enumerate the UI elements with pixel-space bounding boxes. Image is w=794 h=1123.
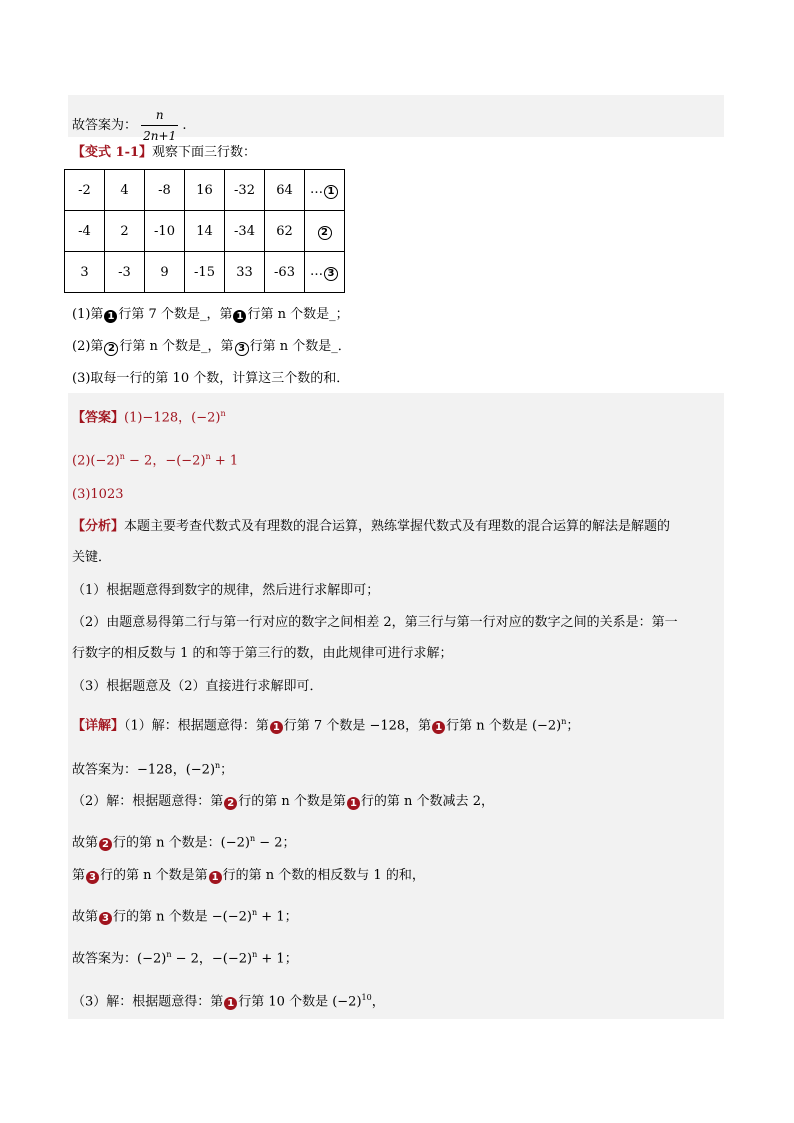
table-row [65,211,345,252]
circled-1-icon: 1 [432,721,445,734]
detail-4-exponent: n [249,834,256,843]
answer-2: (2)(−2) [72,453,120,469]
analysis-tag: 【分析】 [72,519,125,534]
table-cell: -3 [105,252,145,293]
circled-3-icon: 3 [324,267,338,281]
detail-2-tail: ； [220,762,234,778]
circled-2-icon: 2 [104,342,118,356]
circled-1-icon: 1 [324,185,338,199]
number-table [64,169,345,293]
detail-6-tail: + 1； [257,909,298,925]
table-cell: 4 [105,170,145,211]
detail-8-exponent: 10 [361,993,372,1002]
variant-heading [72,143,256,163]
circled-1-icon: 1 [347,797,360,810]
answer-2-exponent-2: n [205,452,211,461]
table-cell [305,170,345,211]
detail-7-exponent-2: n [252,950,258,959]
analysis-line-4: （2）由题意易得第二行与第一行对应的数字之间相差 2，第三行与第一行对应的数字之间的关系是：第一 [72,615,678,630]
detail-5b: 行的第 n 个数是第 [100,868,208,883]
detail-4-tail: − 2； [255,835,296,851]
detail-line-3 [72,792,494,812]
detail-5c: 行的第 n 个数的相反数与 1 的和， [222,868,425,883]
circled-1-icon: 1 [224,997,237,1010]
fraction-numerator: n [141,105,178,126]
question-3: (3)取每一行的第 10 个数，计算这三个数的和． [72,371,350,386]
detail-1b: 行第 7 个数是 −128，第 [283,718,432,734]
table-cell: 9 [145,252,185,293]
detail-3a: （2）解：根据题意得：第 [72,794,224,809]
detail-4a: 故第 [72,835,99,851]
detail-line-5 [72,866,425,886]
analysis-line-6: （3）根据题意及（2）直接进行求解即可． [72,679,323,694]
detail-6a: 故第 [72,909,99,925]
q2-suffix: 行第 n 个数是_． [249,339,351,354]
detail-2: 故答案为：−128，(−2) [72,762,216,778]
ellipsis: … [310,181,323,197]
detail-8-tail: ， [371,994,385,1010]
table-cell: -63 [265,252,305,293]
circled-1-icon: 1 [233,310,246,323]
detail-7: 故答案为：(−2) [72,951,167,967]
variant-tag: 【变式 1-1】 [72,145,153,160]
detail-line-4 [72,829,296,853]
detail-1-tail: ； [566,718,580,734]
detail-line-1 [72,712,579,736]
table-cell [305,252,345,293]
table-cell: 2 [105,211,145,252]
table-cell [305,211,345,252]
prev-answer-tail: . [182,118,187,133]
detail-7-middle: − 2，−(−2) [171,951,253,967]
circled-2-icon: 2 [224,797,237,810]
detail-4b: 行的第 n 个数是：(−2) [113,835,250,851]
detail-6-exponent: n [252,908,258,917]
circled-3-icon: 3 [99,912,112,925]
table-cell: 33 [225,252,265,293]
table-cell: -15 [185,252,225,293]
q2-middle: 行第 n 个数是_，第 [119,339,234,354]
circled-3-icon: 3 [235,342,249,356]
detail-8b: 行第 10 个数是 (−2) [238,994,362,1010]
detail-2-exponent: n [215,761,221,770]
question-2 [72,337,351,357]
table-cell: -2 [65,170,105,211]
detail-1c: 行第 n 个数是 (−2) [446,718,562,734]
circled-2-icon: 2 [99,838,112,851]
q2-prefix: (2)第 [72,339,104,354]
question-1 [72,305,349,325]
ellipsis: … [310,263,323,279]
answer-1: (1)−128，(−2) [124,410,221,426]
detail-3b: 行的第 n 个数是第 [238,794,346,809]
prev-answer-label: 故答案为： [72,118,138,133]
circled-3-icon: 3 [86,871,99,884]
detail-tag: 【详解】 [72,718,125,734]
fraction [141,105,178,146]
circled-1-icon: 1 [104,310,117,323]
answer-line-1 [72,404,226,428]
table-cell: -8 [145,170,185,211]
circled-2-icon: 2 [318,226,332,240]
detail-line-2 [72,756,233,780]
fraction-denominator: 2n+1 [143,129,177,143]
detail-7-tail: + 1； [257,951,298,967]
detail-1-exponent: n [561,717,567,726]
answer-2-tail: + 1 [210,453,239,469]
table-cell: -34 [225,211,265,252]
table-cell: -4 [65,211,105,252]
detail-8a: （3）解：根据题意得：第 [72,994,224,1010]
answer-1-exponent: n [220,409,226,418]
q1-suffix: 行第 n 个数是_； [247,307,349,322]
detail-line-6 [72,903,298,927]
table-cell: 62 [265,211,305,252]
circled-1-icon: 1 [209,871,222,884]
answer-line-3: (3)1023 [72,487,124,502]
table-cell: 64 [265,170,305,211]
analysis-line-2: 关键． [72,550,112,565]
analysis-line-1 [72,517,670,537]
answer-2-middle: − 2，−(−2) [124,453,206,469]
q1-prefix: (1)第 [72,307,104,322]
answer-line-2 [72,447,238,471]
analysis-line-5: 行数字的相反数与 1 的和等于第三行的数，由此规律可进行求解； [72,646,453,661]
table-row [65,252,345,293]
detail-line-7 [72,945,298,969]
prev-answer-line [72,105,187,146]
answer-tag: 【答案】 [72,410,125,426]
table-row [65,170,345,211]
table-cell: 16 [185,170,225,211]
detail-3c: 行的第 n 个数减去 2， [360,794,494,809]
q1-middle: 行第 7 个数是_，第 [118,307,233,322]
detail-line-8 [72,988,385,1012]
table-cell: 14 [185,211,225,252]
analysis-text-1: 本题主要考查代数式及有理数的混合运算，熟练掌握代数式及有理数的混合运算的解法是解题的 [124,519,671,534]
table-cell: 3 [65,252,105,293]
detail-6b: 行的第 n 个数是 −(−2) [113,909,252,925]
table-cell: -32 [225,170,265,211]
detail-1a: （1）解：根据题意得：第 [124,718,269,734]
detail-7-exponent: n [166,950,172,959]
variant-text: 观察下面三行数： [152,145,257,160]
answer-2-exponent: n [119,452,125,461]
detail-5a: 第 [72,868,86,883]
table-cell: -10 [145,211,185,252]
analysis-line-3: （1）根据题意得到数字的规律，然后进行求解即可； [72,583,380,598]
circled-1-icon: 1 [270,721,283,734]
